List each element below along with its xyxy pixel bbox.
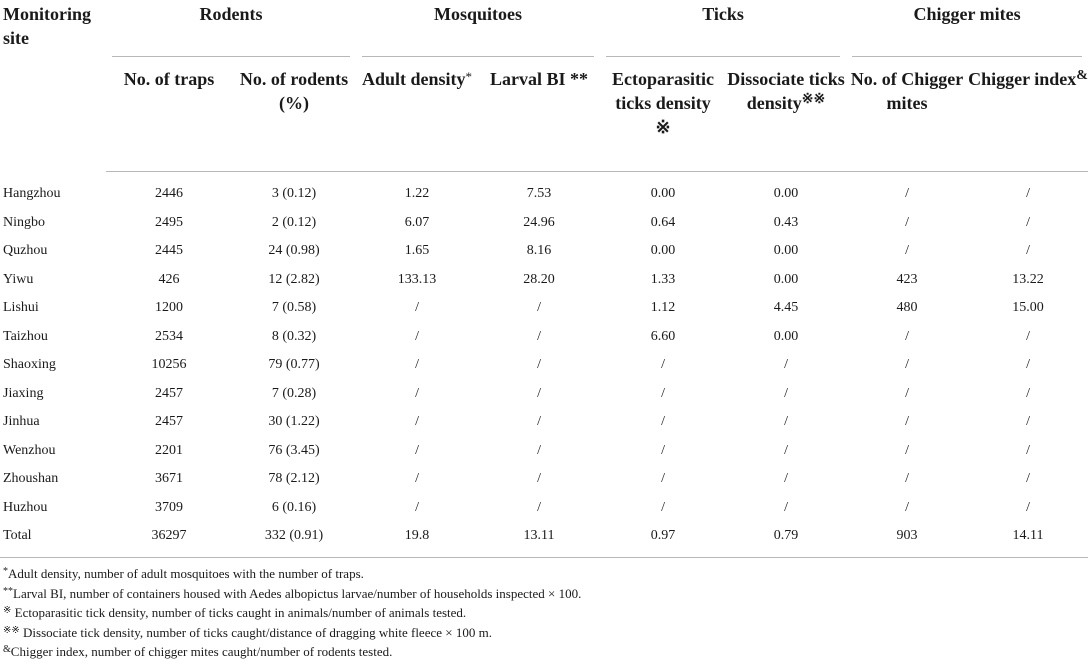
footnote-text: Ectoparasitic tick density, number of ticks caught in animals/number of animals tested. <box>11 605 467 621</box>
header-adult-density <box>356 58 478 172</box>
value-cell: 4.45 <box>773 300 799 316</box>
footnote-marker: & <box>1076 68 1088 83</box>
value-cell: / <box>661 442 665 458</box>
site-name-cell: Ningbo <box>3 214 45 230</box>
footnote-marker: * <box>465 69 473 84</box>
value-cell: 76 (3.45) <box>268 442 320 458</box>
site-name-cell: Jinhua <box>3 414 40 430</box>
table-row <box>0 294 1088 323</box>
table-row <box>0 408 1088 437</box>
value-cell: 2495 <box>155 214 183 230</box>
value-cell: 7 (0.58) <box>271 300 317 316</box>
value-cell: 2534 <box>155 328 183 344</box>
value-cell: 2446 <box>155 186 183 202</box>
footnote <box>3 642 1083 662</box>
value-cell: / <box>784 385 788 401</box>
value-cell: / <box>784 414 788 430</box>
header-no-of-rodents-label: No. of rodents (%) <box>239 69 349 113</box>
value-cell: 28.20 <box>523 271 555 287</box>
value-cell: 0.64 <box>650 214 676 230</box>
table-row <box>0 323 1088 352</box>
value-cell: 0.00 <box>773 186 799 202</box>
value-cell: / <box>537 414 541 430</box>
value-cell: 8 (0.32) <box>271 328 317 344</box>
header-group-chigger-mites <box>846 0 1088 58</box>
header-group-rodents-label: Rodents <box>199 4 263 24</box>
footnote-marker: ※ <box>655 117 671 137</box>
value-cell: / <box>905 442 909 458</box>
header-ectoparasitic-ticks-density <box>600 58 726 172</box>
footnote-marker: ※※ <box>801 92 826 107</box>
footnote-mark: ※※ <box>3 624 20 636</box>
table-row <box>0 437 1088 466</box>
header-adult-density-label: Adult density <box>362 69 466 89</box>
footnote <box>3 564 1083 584</box>
site-name-cell: Huzhou <box>3 499 48 515</box>
table-row <box>0 237 1088 266</box>
value-cell: 1.12 <box>650 300 676 316</box>
site-name-cell: Quzhou <box>3 243 48 259</box>
value-cell: / <box>415 442 419 458</box>
header-no-of-rodents <box>232 58 356 172</box>
value-cell: 12 (2.82) <box>268 271 320 287</box>
value-cell: 24 (0.98) <box>268 243 320 259</box>
footnote-mark: ** <box>3 585 13 597</box>
value-cell: / <box>905 471 909 487</box>
footnote-marker: ** <box>570 69 589 89</box>
value-cell: 0.00 <box>773 271 799 287</box>
value-cell: / <box>415 471 419 487</box>
header-dissociate-ticks-density <box>726 58 846 172</box>
header-group-mosquitoes-label: Mosquitoes <box>434 4 523 24</box>
value-cell: 3 (0.12) <box>271 186 317 202</box>
value-cell: 7 (0.28) <box>271 385 317 401</box>
table-row <box>0 209 1088 238</box>
value-cell: 2457 <box>155 385 183 401</box>
footnote-text: Dissociate tick density, number of ticks caught/distance of dragging white fleece × 100 m. <box>19 624 492 640</box>
value-cell: 10256 <box>151 357 187 373</box>
site-name-cell: Yiwu <box>3 271 34 287</box>
value-cell: / <box>784 357 788 373</box>
value-cell: / <box>1026 385 1030 401</box>
table-body <box>0 172 1088 558</box>
header-chigger-index <box>968 58 1088 172</box>
header-ectoparasitic-label: Ectoparasitic ticks density <box>612 69 715 113</box>
footnote-mark: * <box>3 566 8 577</box>
value-cell: 2 (0.12) <box>271 214 317 230</box>
header-group-row <box>0 0 1088 58</box>
value-cell: 2445 <box>155 243 183 259</box>
footnote-mark: & <box>3 644 11 656</box>
value-cell: / <box>905 214 909 230</box>
group-underline <box>362 56 594 57</box>
header-sub-row <box>0 58 1088 172</box>
value-cell: 24.96 <box>523 214 555 230</box>
value-cell: / <box>537 471 541 487</box>
value-cell: / <box>415 357 419 373</box>
footnote <box>3 603 1083 623</box>
site-name-cell: Jiaxing <box>3 385 44 401</box>
footnote <box>3 584 1083 604</box>
value-cell: 2201 <box>155 442 183 458</box>
value-cell: 3671 <box>155 471 183 487</box>
value-cell: / <box>537 357 541 373</box>
footnote-text: Larval BI, number of containers housed with Aedes albopictus larvae/number of households inspected × 100. <box>13 585 582 601</box>
value-cell: 0.00 <box>773 243 799 259</box>
value-cell: / <box>1026 186 1030 202</box>
value-cell: 0.00 <box>650 243 676 259</box>
value-cell: 8.16 <box>526 243 552 259</box>
value-cell: 3709 <box>155 499 183 515</box>
value-cell: 0.00 <box>773 328 799 344</box>
value-cell: / <box>905 328 909 344</box>
value-cell: 903 <box>846 522 968 557</box>
value-cell: 6.07 <box>404 214 430 230</box>
site-name-cell: Zhoushan <box>3 471 59 487</box>
group-underline <box>112 56 350 57</box>
footnote <box>3 623 1083 643</box>
value-cell: / <box>905 499 909 515</box>
value-cell: 79 (0.77) <box>268 357 320 373</box>
site-name-cell: Hangzhou <box>3 186 61 201</box>
header-monitoring-site: Monitoring site <box>3 4 91 48</box>
value-cell: 1.33 <box>650 271 676 287</box>
value-cell: / <box>537 499 541 515</box>
value-cell: / <box>1026 214 1030 230</box>
value-cell: 36297 <box>106 522 232 557</box>
value-cell: 6 (0.16) <box>271 499 317 515</box>
value-cell: / <box>661 414 665 430</box>
value-cell: 6.60 <box>650 328 676 344</box>
value-cell: 0.00 <box>650 186 676 202</box>
header-group-mosquitoes <box>356 0 600 58</box>
value-cell: 1.22 <box>404 186 430 202</box>
value-cell: / <box>415 300 419 316</box>
value-cell: 1200 <box>155 300 183 316</box>
group-underline <box>852 56 1082 57</box>
value-cell: 0.97 <box>600 522 726 557</box>
value-cell: 19.8 <box>356 522 478 557</box>
site-name-cell: Wenzhou <box>3 442 56 458</box>
value-cell: / <box>661 385 665 401</box>
value-cell: 426 <box>158 271 180 287</box>
table-row <box>0 494 1088 523</box>
header-group-ticks-label: Ticks <box>702 4 744 24</box>
value-cell: 480 <box>896 300 918 316</box>
table-row <box>0 172 1088 209</box>
value-cell: / <box>415 499 419 515</box>
table-row <box>0 465 1088 494</box>
value-cell: / <box>415 414 419 430</box>
value-cell: 1.65 <box>404 243 430 259</box>
group-underline <box>606 56 840 57</box>
value-cell: / <box>1026 442 1030 458</box>
value-cell: / <box>661 499 665 515</box>
header-group-chigger-label: Chigger mites <box>913 4 1021 24</box>
value-cell: / <box>661 357 665 373</box>
value-cell: / <box>415 328 419 344</box>
value-cell: / <box>415 385 419 401</box>
value-cell: 14.11 <box>968 522 1088 557</box>
value-cell: 2457 <box>155 414 183 430</box>
value-cell: / <box>905 385 909 401</box>
value-cell: / <box>1026 357 1030 373</box>
header-no-of-traps-label: No. of traps <box>123 69 215 89</box>
value-cell: / <box>905 414 909 430</box>
value-cell: 423 <box>896 271 918 287</box>
value-cell: 133.13 <box>397 271 437 287</box>
header-group-rodents <box>106 0 356 58</box>
value-cell: / <box>537 385 541 401</box>
value-cell: / <box>1026 414 1030 430</box>
value-cell: / <box>784 499 788 515</box>
header-chigger-index-label: Chigger index <box>968 69 1077 89</box>
header-no-of-traps <box>106 58 232 172</box>
header-larval-bi <box>478 58 600 172</box>
value-cell: / <box>661 471 665 487</box>
value-cell: / <box>1026 328 1030 344</box>
table-row-total <box>0 522 1088 557</box>
site-name-cell: Shaoxing <box>3 357 56 373</box>
table-row <box>0 380 1088 409</box>
value-cell: / <box>1026 471 1030 487</box>
value-cell: / <box>784 442 788 458</box>
site-name-cell: Lishui <box>3 300 39 316</box>
header-dissociate-label: Dissociate ticks density <box>727 69 845 113</box>
header-no-of-chigger-mites <box>846 58 968 172</box>
value-cell: / <box>537 442 541 458</box>
value-cell: / <box>1026 499 1030 515</box>
header-larval-bi-label: Larval BI <box>490 69 566 89</box>
value-cell: / <box>905 357 909 373</box>
value-cell: 0.79 <box>726 522 846 557</box>
value-cell: / <box>784 471 788 487</box>
value-cell: / <box>905 186 909 202</box>
table-row <box>0 266 1088 295</box>
site-name-cell: Taizhou <box>3 328 48 344</box>
value-cell: / <box>537 300 541 316</box>
value-cell: 332 (0.91) <box>232 522 356 557</box>
value-cell: / <box>1026 243 1030 259</box>
value-cell: 13.22 <box>1012 271 1044 287</box>
value-cell: 0.43 <box>773 214 799 230</box>
value-cell: / <box>905 243 909 259</box>
footnote-mark: ※ <box>3 605 12 617</box>
value-cell: 13.11 <box>478 522 600 557</box>
table-row <box>0 351 1088 380</box>
footnote-text: Adult density, number of adult mosquitoes with the number of traps. <box>8 566 364 581</box>
value-cell: 78 (2.12) <box>268 471 320 487</box>
footnote-text: Chigger index, number of chigger mites caught/number of rodents tested. <box>10 644 393 660</box>
header-no-of-chigger-label: No. of Chigger mites <box>850 69 964 113</box>
table-header <box>0 0 1088 172</box>
header-group-ticks <box>600 0 846 58</box>
value-cell: / <box>537 328 541 344</box>
value-cell: 15.00 <box>1012 300 1044 316</box>
footnotes <box>3 564 1083 662</box>
site-name-cell: Total <box>0 522 106 557</box>
value-cell: 7.53 <box>526 186 552 202</box>
value-cell: 30 (1.22) <box>268 414 320 430</box>
